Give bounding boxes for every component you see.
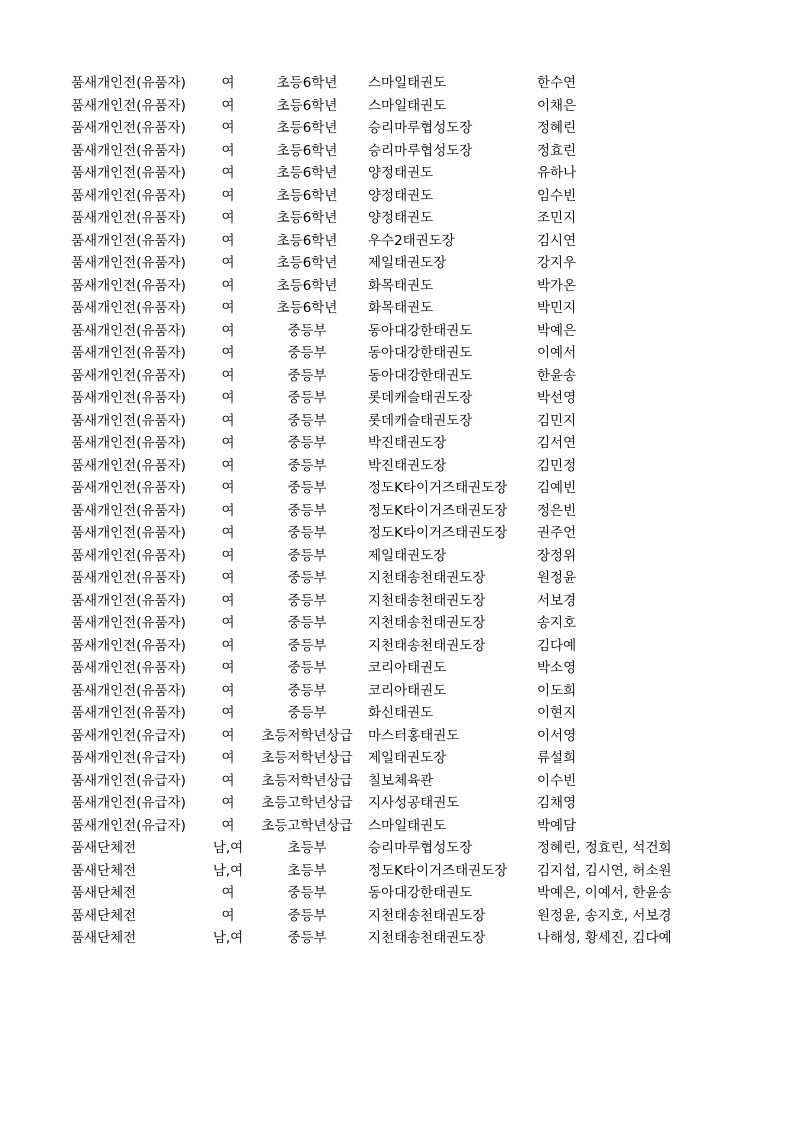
gym-cell: 마스터홍태권도 (368, 727, 460, 744)
table-row (71, 410, 771, 433)
gender-cell: 여 (221, 142, 235, 159)
division-cell: 중등부 (287, 367, 327, 384)
table-row (71, 117, 771, 140)
gym-cell: 코리아태권도 (368, 682, 447, 699)
event-cell: 품새단체전 (71, 840, 137, 856)
division-cell: 초등고학년상급 (261, 795, 353, 811)
event-cell: 품새개인전(유품자) (71, 210, 186, 226)
table-row (71, 635, 771, 658)
division-cell: 초등6학년 (276, 97, 338, 114)
results-table (71, 72, 771, 950)
gym-cell: 화목태권도 (368, 300, 434, 316)
gender-cell: 여 (221, 660, 235, 676)
table-row (71, 702, 771, 725)
gender-cell: 여 (221, 615, 235, 631)
division-cell: 중등부 (287, 930, 327, 946)
gender-cell: 여 (221, 705, 235, 721)
table-row (71, 522, 771, 545)
table-row (71, 567, 771, 590)
table-row (71, 612, 771, 635)
gender-cell: 여 (221, 907, 235, 924)
division-cell: 중등부 (287, 592, 327, 609)
division-cell: 중등부 (287, 412, 327, 429)
name-cell: 김민정 (537, 457, 577, 474)
gym-cell: 지천태송천태권도장 (368, 570, 486, 586)
gym-cell: 제일태권도장 (368, 750, 447, 766)
name-cell: 강지우 (537, 255, 577, 271)
event-cell: 품새개인전(유품자) (71, 187, 186, 204)
table-row (71, 792, 771, 815)
name-cell: 정효린 (537, 142, 577, 159)
division-cell: 초등저학년상급 (261, 750, 353, 766)
gym-cell: 동아대강한태권도 (368, 885, 473, 901)
gender-cell: 여 (221, 120, 235, 136)
table-row (71, 387, 771, 410)
name-cell: 김다예 (537, 637, 577, 654)
event-cell: 품새개인전(유품자) (71, 255, 186, 271)
event-cell: 품새개인전(유품자) (71, 660, 186, 676)
gym-cell: 동아대강한태권도 (368, 345, 473, 361)
table-row (71, 747, 771, 770)
table-row (71, 545, 771, 568)
name-cell: 류설희 (537, 750, 577, 766)
gender-cell: 여 (221, 75, 235, 91)
event-cell: 품새개인전(유품자) (71, 592, 186, 609)
division-cell: 초등저학년상급 (261, 772, 353, 789)
division-cell: 초등6학년 (276, 277, 338, 294)
name-cell: 박예은 (537, 322, 577, 339)
gender-cell: 여 (221, 457, 235, 474)
name-cell: 임수빈 (537, 187, 577, 204)
name-cell: 원정윤 (537, 570, 577, 586)
gym-cell: 지천태송천태권도장 (368, 592, 486, 609)
name-cell: 김서연 (537, 435, 577, 451)
event-cell: 품새개인전(유품자) (71, 457, 186, 474)
gender-cell: 여 (221, 682, 235, 699)
gender-cell: 여 (221, 795, 235, 811)
event-cell: 품새단체전 (71, 885, 137, 901)
division-cell: 중등부 (287, 660, 327, 676)
name-cell: 정혜린, 정효린, 석건희 (537, 840, 672, 856)
table-row (71, 432, 771, 455)
division-cell: 중등부 (287, 345, 327, 361)
event-cell: 품새개인전(유품자) (71, 570, 186, 586)
name-cell: 박가온 (537, 277, 577, 294)
table-row (71, 815, 771, 838)
gym-cell: 지사성공태권도 (368, 795, 460, 811)
division-cell: 초등저학년상급 (261, 727, 353, 744)
division-cell: 중등부 (287, 682, 327, 699)
division-cell: 초등6학년 (276, 165, 338, 181)
event-cell: 품새개인전(유품자) (71, 345, 186, 361)
gender-cell: 남,여 (212, 930, 244, 946)
gender-cell: 여 (221, 300, 235, 316)
division-cell: 중등부 (287, 615, 327, 631)
division-cell: 중등부 (287, 885, 327, 901)
event-cell: 품새개인전(유품자) (71, 142, 186, 159)
event-cell: 품새개인전(유품자) (71, 615, 186, 631)
gym-cell: 롯데캐슬태권도장 (368, 412, 473, 429)
name-cell: 정혜린 (537, 120, 577, 136)
event-cell: 품새개인전(유품자) (71, 502, 186, 519)
gym-cell: 스마일태권도 (368, 97, 447, 114)
division-cell: 초등6학년 (276, 187, 338, 204)
name-cell: 이현지 (537, 705, 577, 721)
table-row (71, 252, 771, 275)
table-row (71, 297, 771, 320)
gender-cell: 여 (221, 165, 235, 181)
event-cell: 품새개인전(유품자) (71, 435, 186, 451)
division-cell: 초등6학년 (276, 210, 338, 226)
gender-cell: 여 (221, 367, 235, 384)
event-cell: 품새개인전(유품자) (71, 682, 186, 699)
division-cell: 중등부 (287, 502, 327, 519)
gender-cell: 여 (221, 255, 235, 271)
division-cell: 중등부 (287, 435, 327, 451)
gym-cell: 양정태권도 (368, 165, 434, 181)
gym-cell: 롯데캐슬태권도장 (368, 390, 473, 406)
name-cell: 서보경 (537, 592, 577, 609)
event-cell: 품새개인전(유품자) (71, 547, 186, 564)
event-cell: 품새개인전(유품자) (71, 390, 186, 406)
event-cell: 품새개인전(유급자) (71, 795, 186, 811)
table-row (71, 207, 771, 230)
division-cell: 초등부 (287, 862, 327, 879)
table-row (71, 185, 771, 208)
name-cell: 유하나 (537, 165, 577, 181)
gym-cell: 정도K타이거즈태권도장 (368, 862, 508, 879)
division-cell: 초등6학년 (276, 75, 338, 91)
gender-cell: 여 (221, 97, 235, 114)
table-row (71, 837, 771, 860)
gender-cell: 여 (221, 547, 235, 564)
gym-cell: 동아대강한태권도 (368, 322, 473, 339)
gym-cell: 화목태권도 (368, 277, 434, 294)
name-cell: 이채은 (537, 97, 577, 114)
division-cell: 중등부 (287, 390, 327, 406)
division-cell: 초등6학년 (276, 300, 338, 316)
gym-cell: 코리아태권도 (368, 660, 447, 676)
event-cell: 품새단체전 (71, 862, 137, 879)
gym-cell: 동아대강한태권도 (368, 367, 473, 384)
table-row (71, 455, 771, 478)
table-row (71, 905, 771, 928)
gender-cell: 여 (221, 592, 235, 609)
event-cell: 품새개인전(유급자) (71, 750, 186, 766)
gender-cell: 여 (221, 637, 235, 654)
gender-cell: 여 (221, 772, 235, 789)
name-cell: 권주언 (537, 525, 577, 541)
gender-cell: 남,여 (212, 840, 244, 856)
gender-cell: 여 (221, 750, 235, 766)
table-row (71, 500, 771, 523)
table-row (71, 342, 771, 365)
gym-cell: 제일태권도장 (368, 255, 447, 271)
gender-cell: 여 (221, 570, 235, 586)
name-cell: 이예서 (537, 345, 577, 361)
table-row (71, 680, 771, 703)
event-cell: 품새개인전(유품자) (71, 300, 186, 316)
name-cell: 한윤송 (537, 367, 577, 384)
table-row (71, 95, 771, 118)
event-cell: 품새개인전(유품자) (71, 480, 186, 496)
name-cell: 박소영 (537, 660, 577, 676)
event-cell: 품새개인전(유품자) (71, 277, 186, 294)
table-row (71, 275, 771, 298)
gym-cell: 박진태권도장 (368, 457, 447, 474)
division-cell: 중등부 (287, 637, 327, 654)
event-cell: 품새개인전(유급자) (71, 727, 186, 744)
event-cell: 품새단체전 (71, 907, 137, 924)
gym-cell: 승리마루협성도장 (368, 840, 473, 856)
division-cell: 중등부 (287, 705, 327, 721)
event-cell: 품새개인전(유품자) (71, 97, 186, 114)
name-cell: 송지호 (537, 615, 577, 631)
division-cell: 초등6학년 (276, 120, 338, 136)
name-cell: 조민지 (537, 210, 577, 226)
gender-cell: 여 (221, 885, 235, 901)
gender-cell: 여 (221, 322, 235, 339)
name-cell: 박예은, 이예서, 한윤송 (537, 885, 672, 901)
table-row (71, 365, 771, 388)
name-cell: 박예담 (537, 817, 577, 834)
division-cell: 중등부 (287, 907, 327, 924)
division-cell: 중등부 (287, 480, 327, 496)
division-cell: 초등6학년 (276, 142, 338, 159)
event-cell: 품새개인전(유급자) (71, 817, 186, 834)
table-row (71, 230, 771, 253)
gender-cell: 여 (221, 435, 235, 451)
table-row (71, 927, 771, 950)
gender-cell: 여 (221, 502, 235, 519)
name-cell: 원정윤, 송지호, 서보경 (537, 907, 672, 924)
table-row (71, 477, 771, 500)
event-cell: 품새개인전(유품자) (71, 322, 186, 339)
division-cell: 중등부 (287, 525, 327, 541)
gender-cell: 남,여 (212, 862, 244, 879)
gym-cell: 양정태권도 (368, 187, 434, 204)
division-cell: 중등부 (287, 547, 327, 564)
gym-cell: 칠보체육관 (368, 772, 434, 789)
gender-cell: 여 (221, 232, 235, 249)
event-cell: 품새단체전 (71, 930, 137, 946)
event-cell: 품새개인전(유품자) (71, 120, 186, 136)
gym-cell: 박진태권도장 (368, 435, 447, 451)
division-cell: 초등부 (287, 840, 327, 856)
gym-cell: 정도K타이거즈태권도장 (368, 525, 508, 541)
gender-cell: 여 (221, 525, 235, 541)
table-row (71, 590, 771, 613)
gym-cell: 화신태권도 (368, 705, 434, 721)
name-cell: 김시연 (537, 232, 577, 249)
division-cell: 초등6학년 (276, 255, 338, 271)
gender-cell: 여 (221, 345, 235, 361)
name-cell: 박선영 (537, 390, 577, 406)
table-row (71, 320, 771, 343)
name-cell: 김지섭, 김시연, 허소원 (537, 862, 672, 879)
gym-cell: 정도K타이거즈태권도장 (368, 502, 508, 519)
name-cell: 김채영 (537, 795, 577, 811)
name-cell: 한수연 (537, 75, 577, 91)
gender-cell: 여 (221, 727, 235, 744)
event-cell: 품새개인전(유품자) (71, 525, 186, 541)
gender-cell: 여 (221, 277, 235, 294)
event-cell: 품새개인전(유품자) (71, 165, 186, 181)
gender-cell: 여 (221, 480, 235, 496)
gender-cell: 여 (221, 390, 235, 406)
gym-cell: 우수2태권도장 (368, 232, 455, 249)
event-cell: 품새개인전(유품자) (71, 75, 186, 91)
table-row (71, 860, 771, 883)
name-cell: 장정위 (537, 547, 577, 564)
name-cell: 이서영 (537, 727, 577, 744)
gym-cell: 정도K타이거즈태권도장 (368, 480, 508, 496)
table-row (71, 770, 771, 793)
name-cell: 정은빈 (537, 502, 577, 519)
event-cell: 품새개인전(유품자) (71, 412, 186, 429)
table-row (71, 725, 771, 748)
gender-cell: 여 (221, 817, 235, 834)
table-row (71, 140, 771, 163)
gym-cell: 스마일태권도 (368, 75, 447, 91)
table-row (71, 657, 771, 680)
table-row (71, 882, 771, 905)
name-cell: 박민지 (537, 300, 577, 316)
gym-cell: 지천태송천태권도장 (368, 637, 486, 654)
gender-cell: 여 (221, 210, 235, 226)
gym-cell: 제일태권도장 (368, 547, 447, 564)
gym-cell: 지천태송천태권도장 (368, 907, 486, 924)
division-cell: 초등고학년상급 (261, 817, 353, 834)
division-cell: 초등6학년 (276, 232, 338, 249)
event-cell: 품새개인전(유품자) (71, 367, 186, 384)
gender-cell: 여 (221, 187, 235, 204)
gym-cell: 승리마루협성도장 (368, 142, 473, 159)
event-cell: 품새개인전(유품자) (71, 637, 186, 654)
name-cell: 나해성, 황세진, 김다예 (537, 930, 672, 946)
table-row (71, 72, 771, 95)
gym-cell: 지천태송천태권도장 (368, 930, 486, 946)
gym-cell: 지천태송천태권도장 (368, 615, 486, 631)
event-cell: 품새개인전(유급자) (71, 772, 186, 789)
event-cell: 품새개인전(유품자) (71, 705, 186, 721)
name-cell: 이도희 (537, 682, 577, 699)
gym-cell: 양정태권도 (368, 210, 434, 226)
name-cell: 김예빈 (537, 480, 577, 496)
table-row (71, 162, 771, 185)
event-cell: 품새개인전(유품자) (71, 232, 186, 249)
division-cell: 중등부 (287, 570, 327, 586)
name-cell: 이수빈 (537, 772, 577, 789)
name-cell: 김민지 (537, 412, 577, 429)
division-cell: 중등부 (287, 457, 327, 474)
gym-cell: 승리마루협성도장 (368, 120, 473, 136)
gender-cell: 여 (221, 412, 235, 429)
division-cell: 중등부 (287, 322, 327, 339)
gym-cell: 스마일태권도 (368, 817, 447, 834)
